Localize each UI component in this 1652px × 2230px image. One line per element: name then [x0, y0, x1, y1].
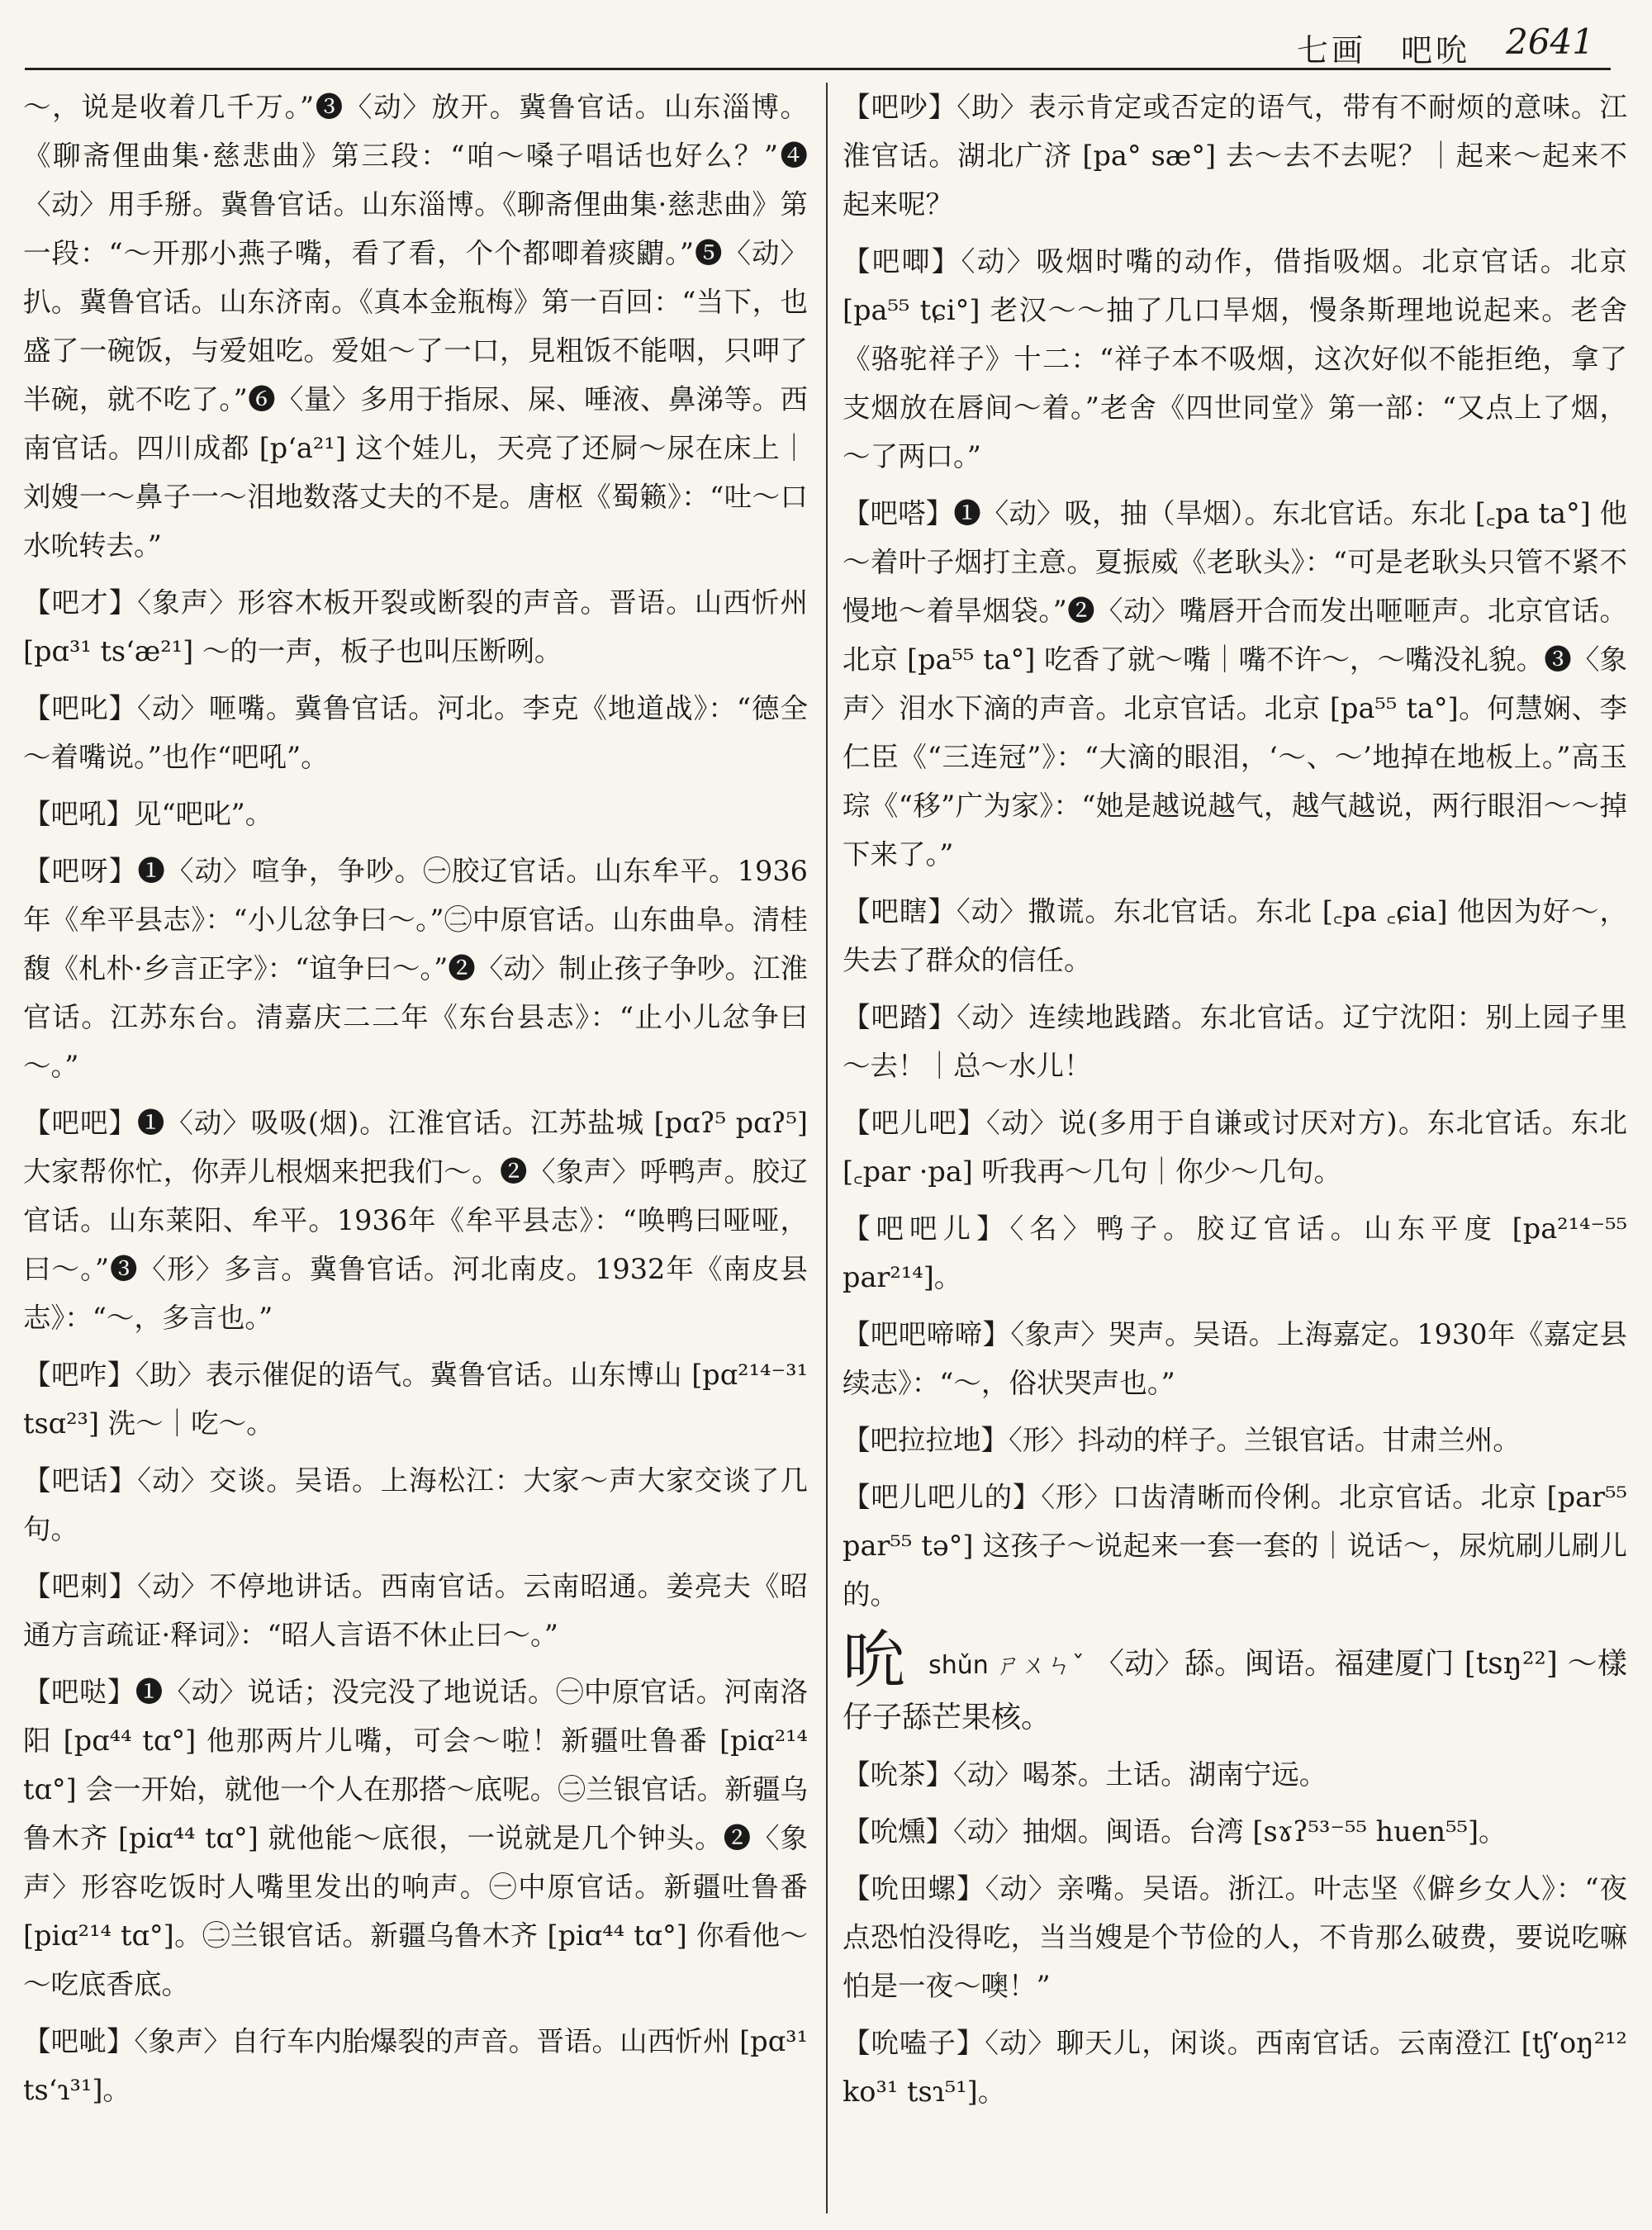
dictionary-entry: 【吧儿吧】〈动〉说(多用于自谦或讨厌对方)。东北官话。东北 [꜀par ·pa] 听我再～几句｜你少～几句。	[843, 1107, 1627, 1188]
dictionary-entry: 【吧吵】〈助〉表示肯定或否定的语气，带有不耐烦的意味。江淮官话。湖北广济 [pa° sæ°] 去～去不去呢？｜起来～起来不起来呢？	[843, 91, 1627, 221]
page-number: 2641	[1506, 21, 1594, 62]
dictionary-entry: 【吧咋】〈助〉表示催促的语气。冀鲁官话。山东博山 [pɑ²¹⁴⁻³¹ tsɑ²³] 洗～｜吃～。	[23, 1359, 808, 1440]
head-pinyin: shǔn ㄕㄨㄣˇ	[928, 1651, 1085, 1680]
dictionary-entry: 【吧呲】〈象声〉自行车内胎爆裂的声音。晋语。山西忻州 [pɑ³¹ tsʻɿ³¹]。	[23, 2025, 808, 2106]
dictionary-entry: 【吧刺】〈动〉不停地讲话。西南官话。云南昭通。姜亮夫《昭通方言疏证·释词》：“昭人言语不休止曰～。”	[23, 1570, 808, 1651]
right-column	[843, 83, 1627, 2213]
head-character-entry	[843, 1623, 1627, 1742]
dictionary-entry: 【吧叱】〈动〉咂嘴。冀鲁官话。河北。李克《地道战》：“德全～着嘴说。”也作“吧吼”。	[23, 692, 808, 773]
page-header	[0, 0, 1652, 73]
dictionary-entry: 【吮茶】〈动〉喝茶。土话。湖南宁远。	[843, 1758, 1327, 1791]
dictionary-entry: 【吧哒】❶〈动〉说话；没完没了地说话。㊀中原官话。河南洛阳 [pɑ⁴⁴ tɑ°] 他那两片儿嘴，可会～啦！新疆吐鲁番 [piɑ²¹⁴ tɑ°] 会一开始，就他一个人在那搭～底呢。㊁兰银官话。新疆乌鲁木齐 [piɑ⁴⁴ tɑ°] 就他能～底很，一说就是几个钟头。❷〈象声〉形容吃饭时人嘴里发出的响声。㊀中原官话。新疆吐鲁番 [piɑ²¹⁴ tɑ°]。㊁兰银官话。新疆乌鲁木齐 [piɑ⁴⁴ tɑ°] 你看他～～吃底香底。	[23, 1676, 808, 2000]
dictionary-entry: 【吧唧】〈动〉吸烟时嘴的动作，借指吸烟。北京官话。北京 [pa⁵⁵ tɕi°] 老汉～～抽了几口旱烟，慢条斯理地说起来。老舍《骆驼祥子》十二：“祥子本不吸烟，这次好似不能拒绝，拿了支烟放在唇间～着。”老舍《四世同堂》第一部：“又点上了烟，～了两口。”	[843, 245, 1627, 472]
head-definition: 〈动〉舔。闽语。福建厦门 [tsŋ²²] ～樣仔子舔芒果核。	[843, 1647, 1627, 1734]
dictionary-entry: 【吧瞎】〈动〉撒谎。东北官话。东北 [꜀pa ꜀ɕia] 他因为好～，失去了群众的信任。	[843, 895, 1627, 976]
dictionary-entry: 【吧儿吧儿的】〈形〉口齿清晰而伶俐。北京官话。北京 [par⁵⁵ par⁵⁵ tə°] 这孩子～说起来一套一套的｜说话～，尿炕刷儿刷儿的。	[843, 1481, 1627, 1611]
header-rule	[25, 68, 1611, 70]
dictionary-entry: 【吧吧】❶〈动〉吸吸(烟)。江淮官话。江苏盐城 [pɑʔ⁵ pɑʔ⁵] 大家帮你忙，你弄儿根烟来把我们～。❷〈象声〉呼鸭声。胶辽官话。山东莱阳、牟平。1936年《牟平县志》：“唤鸭曰哑哑，曰～。”❸〈形〉多言。冀鲁官话。河北南皮。1932年《南皮县志》：“～，多言也。”	[23, 1107, 808, 1334]
head-character: 吮	[843, 1623, 906, 1696]
dictionary-entry: 【吧呀】❶〈动〉喧争，争吵。㊀胶辽官话。山东牟平。1936年《牟平县志》：“小儿忿争曰～。”㊁中原官话。山东曲阜。清桂馥《札朴·乡言正字》：“谊争曰～。”❷〈动〉制止孩子争吵。江淮官话。江苏东台。清嘉庆二二年《东台县志》：“止小儿忿争曰～。”	[23, 855, 808, 1082]
dictionary-entry: ～，说是收着几千万。”❸〈动〉放开。冀鲁官话。山东淄博。《聊斋俚曲集·慈悲曲》第三段：“咱～嗓子唱话也好么？”❹〈动〉用手掰。冀鲁官话。山东淄博。《聊斋俚曲集·慈悲曲》第一段：“～开那小燕子嘴，看了看，个个都唧着痰䶇。”❺〈动〉扒。冀鲁官话。山东济南。《真本金瓶梅》第一百回：“当下，也盛了一碗饭，与爱姐吃。爱姐～了一口，見粗饭不能咽，只呷了半碗，就不吃了。”❻〈量〉多用于指尿、屎、唾液、鼻涕等。西南官话。四川成都 [pʻa²¹] 这个娃儿，天亮了还屙～尿在床上｜刘嫂一～鼻子一～泪地数落丈夫的不是。唐枢《蜀籁》：“吐～口水吮转去。”	[23, 91, 808, 562]
left-column	[23, 83, 808, 2213]
dictionary-entry: 【吧踏】〈动〉连续地践踏。东北官话。辽宁沈阳：别上园子里～去！｜总～水儿！	[843, 1001, 1627, 1082]
dictionary-entry: 【吧吼】见“吧叱”。	[23, 798, 273, 830]
dictionary-entry: 【吧吧啼啼】〈象声〉哭声。吴语。上海嘉定。1930年《嘉定县续志》：“～，俗状哭声也。”	[843, 1318, 1627, 1399]
dictionary-entry: 【吧吧儿】〈名〉鸭子。胶辽官话。山东平度 [pa²¹⁴⁻⁵⁵ par²¹⁴]。	[843, 1212, 1627, 1293]
dictionary-entry: 【吧才】〈象声〉形容木板开裂或断裂的声音。晋语。山西忻州 [pɑ³¹ tsʻæ²¹] ～的一声，板子也叫压断咧。	[23, 586, 808, 667]
column-divider	[826, 83, 828, 2213]
dictionary-entry: 【吮燻】〈动〉抽烟。闽语。台湾 [sɤʔ⁵³⁻⁵⁵ huen⁵⁵]。	[843, 1815, 1507, 1848]
dictionary-entry: 【吮嗑子】〈动〉聊天儿，闲谈。西南官话。云南澄江 [tʃʻoŋ²¹² ko³¹ tsɿ⁵¹]。	[843, 2027, 1627, 2108]
dictionary-entry: 【吧拉拉地】〈形〉抖动的样子。兰银官话。甘肃兰州。	[843, 1424, 1521, 1456]
header-title: 七画 吧吮	[1296, 32, 1470, 69]
dictionary-entry: 【吧嗒】❶〈动〉吸，抽（旱烟）。东北官话。东北 [꜀pa ta°] 他～着叶子烟打主意。夏振威《老耿头》：“可是老耿头只管不紧不慢地～着旱烟袋。”❷〈动〉嘴唇开合而发出咂咂声。北京官话。北京 [pa⁵⁵ ta°] 吃香了就～嘴｜嘴不许～，～嘴没礼貌。❸〈象声〉泪水下滴的声音。北京官话。北京 [pa⁵⁵ ta°]。何慧娴、李仁臣《“三连冠”》：“大滴的眼泪，‘～、～’地掉在地板上。”高玉琮《“移”广为家》：“她是越说越气，越气越说，两行眼泪～～掉下来了。”	[843, 497, 1627, 871]
dictionary-entry: 【吮田螺】〈动〉亲嘴。吴语。浙江。叶志坚《僻乡女人》：“夜点恐怕没得吃，当当嫂是个节俭的人，不肯那么破费，要说吃嘛怕是一夜～噢！”	[843, 1872, 1627, 2002]
dictionary-entry: 【吧话】〈动〉交谈。吴语。上海松江：大家～声大家交谈了几句。	[23, 1464, 808, 1545]
